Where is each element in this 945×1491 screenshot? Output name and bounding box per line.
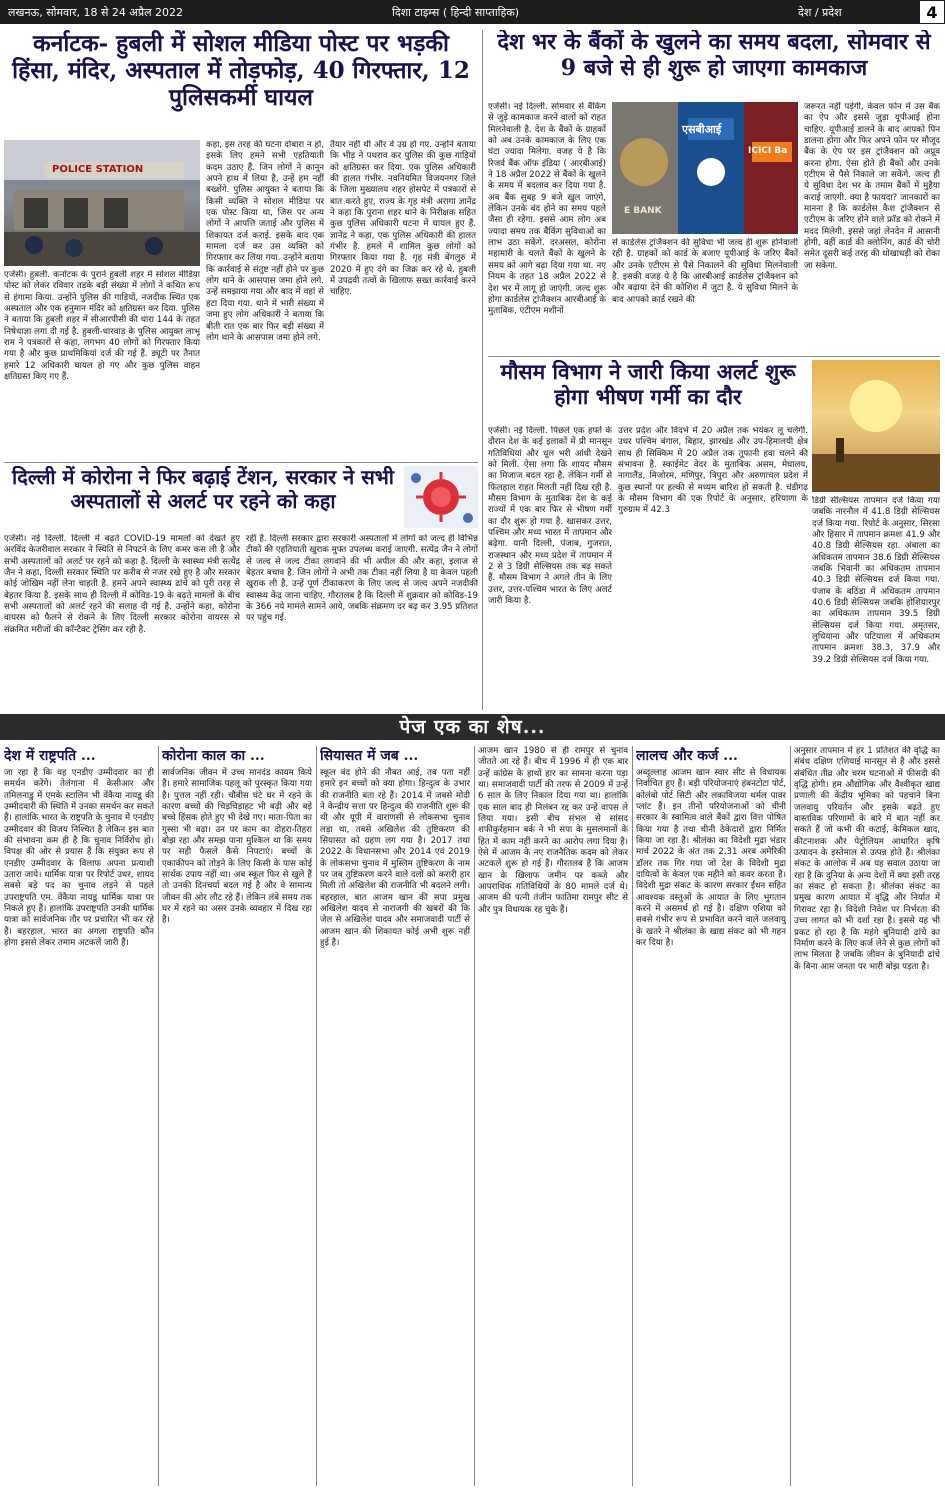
karnataka-col-3 — [330, 140, 476, 458]
rule-banks-heat — [488, 356, 940, 357]
banks-col-1 — [488, 102, 606, 352]
heat-headline-block — [488, 360, 808, 422]
politics-title: सियासत में जब ... — [320, 748, 419, 764]
covid-col-2 — [246, 534, 478, 710]
cont-col-3 — [320, 746, 470, 1486]
banks-text-2: से कार्डलेस ट्रांजैक्शन की सुविधा भी जल्द ही शुरू होनेवाली रही है. ग्राहकों को कार्ड के बजाए यूपीआई के जरिए बैंकों और उनके एटीएम से पैसे निकालने की सुविधा मिलनेवाली है. इसकी वजह ये है कि आरबीआई कार्डलेस ट्रांजैक्शन को और बढ़ाया देने की कोशिश में जुटा है. ये सुविधा मिलने के बाद आपको कार्ड रखने की — [612, 238, 798, 305]
police-station-sign: POLICE STATION — [52, 164, 144, 175]
continued-band: पेज एक का शेष... — [0, 714, 945, 740]
heat-headline: मौसम विभाग ने जारी किया अलर्ट शुरू होगा भीषण गर्मी का दौर — [500, 360, 796, 409]
cont-col-1 — [4, 746, 154, 1486]
sbi-label: एसबीआई — [682, 123, 722, 136]
president-text: जा रहा है कि वह एनडीए उम्मीदवार का ही समर्थन करेंगे। तेलंगाना में केसीआर और तमिलनाडु में एमके स्टालिन भी वेंकैया नायडू की उम्मीदवारी की स्थिति में उनका समर्थन कर सकते हैं। हालांकि भारत के राष्ट्रपति के चुनाव में एनडीए उम्मीदवार की विजय निश्चित है लेकिन इस बात की संभावना कम ही है कि चुनाव निर्विरोध हो। विपक्ष की ओर से प्रयास हैं कि संयुक्त रूप से एनडीए उम्मीदवार के विलाफ अपना प्रत्याशी उतारा जाये। धार्मिक यात्रा पर रिपोर्ट उधर, शायद सबसे बड़े पद का चुनाव लड़ने से पहले उपराष्ट्रपति एम. वेंकैया नायडू धार्मिक यात्रा पर निकले हुए हैं। हालांकि उपराष्ट्रपति उनकी धार्मिक यात्रा को सार्वजनिक तौर पर प्रचारित भी कर रहे हैं। बहरहाल, भारत का अगला राष्ट्रपति कौन होगा इससे लेकर तमाम अटकलें जारी हैं। — [4, 768, 154, 949]
cont-col-2 — [162, 746, 312, 1486]
covid-headline: दिल्ली में कोरोना ने फिर बढ़ाई टेंशन, सरकार ने सभी अस्पतालों से अलर्ट पर रहने को कहा — [12, 466, 394, 513]
banks-col-3 — [804, 102, 940, 352]
heat-text-1: एजेंसी। नई दिल्ली. पिछले एक हफ्ते के दौरान देश के कई इलाकों में प्री मानसून गतिविधियां और धूल भरी आंधी देखने को मिली. ऐसा लगा कि शायद मौसम का मिजाज बदल रहा है. लेकिन गर्मी से फिलहाल राहत मिलती नहीं दिख रही है. मौसम विभाग के मुताबिक देश के कई राज्यों में एक बार फिर से भीषण गर्मी का दौर शुरू हो गया है. खासकर उत्तर, पश्चिम और मध्य भारत में तापमान और बढ़ेगा. यानी दिल्ली, पंजाब, गुजरात, राजस्थान और मध्य प्रदेश में तापमान में 2 से 3 डिग्री सेल्सियस तक बढ़ सकते हैं. मौसम विभाग ने अगले तीन के लिए उत्तर, उत्तर-पश्चिम भारत के लिए अलर्ट जारी किया है. — [488, 426, 612, 607]
right-text: अनुसार तापमान में हर 1 प्रतिशत की वृद्धि का संबंध दक्षिण एशियाई मानसून से है और इससे संबंधित तीव्र और चरम घटनाओं में फीसदी की वृद्धि होगी। हम औद्योगिक और वैश्वीकृत खाद्य प्रणाली की केंद्रीय भूमिका को पहचाने बिना जलवायु परिवर्तन और इसके बढ़ते हुए वास्तविक परिणामों के बारे में बात नहीं कर सकते हैं जो कभी की कटाई, केमिकल खाद, कीटनाशक और पेट्रोलियम आधारित कृषि उत्पादन के इस्तेमाल से उत्पन्न होते हैं। श्रीलंका संकट के आलोक में अब यह सवाल उठाया जा रहा है कि दुनिया के अन्य देशों में क्या इसी तरह का संकट हो सकता है। श्रीलंका संकट का प्रमुख कारण आयात में वृद्धि और निर्यात में गिरावट रहा है। विदेशी निवेश पर निर्भरता की उच्च लागत को भी दर्शा रहा है। इससे यह भी प्रकट हो रहा है कि महंगे बुनियादी ढांचे का निर्माण करने के लिए कर्ज लेने से कुछ लोगों को लाभ मिलता है जबकि जीवन के बुनियादी ढांचे के बिना आम जनता पर भारी बोझ पड़ता है। — [794, 746, 940, 972]
cont-rule-5 — [790, 746, 791, 1486]
rule-karnataka-covid — [4, 462, 478, 463]
police-station-image — [4, 140, 200, 266]
heat-col-2 — [618, 426, 808, 710]
heat-text-3: डिग्री सेल्सियस तापमान दर्ज किया गया जबकि नारनौल में 41.8 डिग्री सेल्सियस दर्ज किया गया. रिपोर्ट के अनुसार, सिरसा और हिसार में तापमान क्रमशः 41.9 और 40.8 डिग्री सेल्सियस रहा. अंबाला का अधिकतम तापमान 38.6 डिग्री सेल्सियस जबकि भिवानी का अधिकतम तापमान 40.3 डिग्री सेल्सियस दर्ज किया गया. पंजाब के बठिंडा में अधिकतम तापमान 40.6 डिग्री सेल्सियस जबकि होशियारपुर का अधिकतम तापमान 39.5 डिग्री सेल्सियस दर्ज किया गया. अमृतसर, लुधियाना और पटियाला में अधिकतम तापमान क्रमशः 38.3, 37.9 और 39.2 डिग्री सेल्सियस दर्ज किया गया. — [812, 496, 940, 665]
cont-rule-3 — [474, 746, 475, 1486]
masthead-bar — [0, 0, 945, 24]
heat-photo — [812, 360, 940, 492]
section-name: देश / प्रदेश — [798, 6, 842, 19]
heat-text-2: उत्तर प्रदेश और विदर्भ में 20 अप्रैल तक भयंकर लू चलेगी. उधर पश्चिम बंगाल, बिहार, झारखंड और उप-हिमालयी क्षेत्र साथ ही सिक्किम में 20 अप्रैल तक तूफानी हवा चलने की संभावना है. स्काईमेट वेदर के मुताबिक असम, मेघालय, नागालैंड, मिजोरम, मणिपुर, त्रिपुरा और अरुणाचल प्रदेश में कुछ स्थानों पर हल्की से मध्यम बारिश हो सकती है. चंडीगढ़ के मौसम विभाग की एक रिपोर्ट के अनुसार, हरियाणा के गुरुग्राम में 42.3 — [618, 426, 808, 516]
covid-col-1 — [4, 534, 240, 710]
virus-icon — [404, 466, 478, 528]
sun-heat-image — [812, 360, 940, 492]
rbi-label: E BANK — [624, 206, 662, 216]
cont-col-6 — [794, 746, 940, 1486]
covid-text-2: रही है. दिल्ली सरकार द्वारा सरकारी अस्पतालों में लोगों को जल्द ही विभिन्न टीकों की एहतियाती खुराक मुफ्त उपलब्ध कराई जाएगी. सत्येंद्र जैन ने लोगों से जल्द से जल्द टीका लगवाने की भी अपील की और कहा, इलाज से बेहतर बचाव है. जिन लोगों ने अभी तक टीका नहीं लिया है या केवल पहली खुराक ली है, उन्हें पूर्ण टीकाकरण के लिए जल्द से जल्द अपने नजदीकी स्वास्थ्य केंद्र जाना चाहिए. गौरतलब है कि दिल्ली में शुक्रवार को कोविड-19 के 366 नये मामले सामने आये, जबकि संक्रमण दर बढ़ कर 3.95 प्रतिशत पर पहुंच गई. — [246, 534, 478, 624]
karnataka-headline-block — [6, 30, 476, 134]
corona-title: कोरोना काल का ... — [162, 748, 265, 764]
corona-text: सार्वजनिक जीवन में उच्च मानदंड कायम किये हैं। हमारे सामाजिक पहलू को पुरस्कृत किया गया है। पुत्तल नहीं रही। चौबीस घंटे घर में रहने के कारण बच्चों की चिड़चिड़ाहट भी बढ़ी और बड़े बच्चे हिंसक होते हुए भी देखे गए। माता-पिता का गुस्सा भी बढ़ा। उन पर काम का दोहरा-तिहरा बोझ रहा और समझ पाना मुश्किल था कि समय पर सही फैसले कैसे निपटाएं। बच्चों के एकाकीपन को तोड़ने के लिए किसी के पास कोई सार्थक उपाय नहीं था। अब स्कूल फिर से खुले हैं तो उनकी दिनचर्या बदल गई है और वे सामान्य जीवन की ओर लौट रहे हैं। लेकिन लंबे समय तक घर में रहने का असर उनके व्यवहार में दिख रहा है। — [162, 768, 312, 926]
banks-text-1: एजेंसी। नई दिल्ली. सोमवार से बैंकिंग से जुड़े कामकाज करने वालों को राहत मिलनेवाली है. देश के बैंकों के ग्राहकों को अब उनके कामकाज के लिए एक घंटा ज्यादा मिलेगा. वजह ये है कि रिजर्व बैंक ऑफ इंडिया ( आरबीआई) ने 18 अप्रैल 2022 से बैंकों के खुलने के समय में बदलाव कर दिया गया है. अब बैंक सुबह 9 बजे खुल जाएंगे, लेकिन उनके बंद होने का समय पहले जैसा ही रहेगा. इससे आम लोग अब ज्यादा समय तक बैंकिंग सुविधाओं का लाभ उठा सकेंगे. दरअसल, कोरोना महामारी के चलते बैंकों के खुलने के समय को आगे बढ़ा दिया गया था. नए नियम के तहत 18 अप्रैल 2022 से देश भर में लागू हो जाएंगी. जल्द शुरू होगा कार्डलेस ट्रांजैक्शन आरबीआई के मुताबिक, एटीएम मशीनों — [488, 102, 606, 317]
lalach-title: लालच और कर्ज ... — [636, 748, 738, 764]
karnataka-headline: कर्नाटक- हुबली में सोशल मीडिया पोस्ट पर भड़की हिंसा, मंदिर, अस्पताल में तोड़फोड़, 40 गिरफ्तार, 12 पुलिसकर्मी घायल — [12, 30, 470, 112]
column-rule — [482, 30, 483, 710]
karnataka-text-3: तैयार नहीं थी और वे उग्र हो गए. उन्होंने बताया कि भीड़ ने पथराव कर पुलिस की कुछ गाड़ियों को क्षतिग्रस्त कर दिया. एक पुलिस अधिकारी की हालत गंभीर. नवनियमित विजयनगर जिले के जिला मुख्यालय शहर होसपेट में पत्रकारों से बात करते हुए, राज्य के गृह मंत्री अरागा ज्ञानेंद्र ने कहा कि पुराना शहर थाने के निरीक्षक सहित कुछ पुलिस अधिकारी घटना में घायल हुए हैं. ज्ञानेंद्र ने कहा, एक पुलिस अधिकारी की हालत गंभीर है. हमले में शामिल कुछ लोगों को गिरफ्तार किया गया है. गृह मंत्री बेंगलुरु में 2020 में हुए दंगे का जिक्र कर रहे थे. हुबली में उपद्रवी तत्वों के खिलाफ सख्त कार्रवाई करने चाहिए. — [330, 140, 476, 298]
covid-headline-block — [6, 466, 400, 530]
heat-col-1 — [488, 426, 612, 710]
azam-text: आजम खान 1980 से ही रामपुर से चुनाव जीतते आ रहे हैं। बीच में 1996 में ही एक बार उन्हें कांग्रेस के हाथों हार का सामना करना पड़ा था। समाजवादी पार्टी की तरफ से 2009 में उन्हें 6 साल के लिए निकाल दिया गया था। हालांकि एक साल बाद ही निलंबन रद्द कर उन्हें वापस ले लिया गया। इसी बीच संभल से सांसद शफीकुर्रहमान बर्क ने भी सपा के मुसलमानों के हित में काम नहीं करने का आरोप लगा दिया है। ऐसे में आजम के नए राजनैतिक कदम को लेकर अटकलें शुरू हो गई हैं। गौरतलब है कि आजम खान के खिलाफ जमीन पर कब्जे और आपराधिक गतिविधियों के 80 मामले दर्ज थे। आजम की पत्नी तंजीन फातिमा रामपुर सीट से और पुत्र विधायक रह चुके हैं। — [478, 746, 628, 915]
banks-headline: देश भर के बैंकों के खुलने का समय बदला, सोमवार से 9 बजे से ही शुरू हो जाएगा कामकाज — [497, 30, 931, 81]
dateline: लखनऊ, सोमवार, 18 से 24 अप्रैल 2022 — [8, 6, 184, 19]
karnataka-col-2 — [206, 140, 324, 458]
politics-text: स्कूल बंद होने की नौबत आई, तब पता नहीं हमारे इन बच्चों को क्या होगा। हिन्दुत्व के उभार की राजनीति बता रहे हैं। 2014 में जबसे मोदी ने केन्द्रीय सत्ता पर हिन्दुत्व की राजनीति शुरू की थी और यूपी में वाराणसी से लोकसभा चुनाव लड़ा था, तबसे अखिलेश की तुष्टिकरण की सियासत को ग्रहण लग गया है। 2017 तथा 2022 के विधानसभा और 2014 एवं 2019 के लोकसभा चुनाव में मुस्लिम तुष्टिकरण के नाम पर जब तुष्टिकरण करने वाले दलों को करारी हार मिली तो अखिलेश की राजनीति भी बदलने लगी। बहरहाल, बात आजम खान की सपा प्रमुख अखिलेश यादव से नाराजगी की खबरों की कि जेल से अखिलेश यादव और समाजवादी पार्टी से आजम खान की शिकायत कोई अभी शुरू नहीं हुई है। — [320, 768, 470, 949]
banks-text-3: जरूरत नहीं पड़ेगी, केवल फोन में उस बैंक का ऐप और इससे जुड़ा यूपीआई होना चाहिए. यूपीआई डालने के बाद आपको पिन डालना होगा और फिर अपने फोन पर मौजूद बैंक के ऐप पर इस ट्रांजैक्शन को अप्रूव करना होगा. ऐसा होते ही बैंकों और उनके एटीएम से पैसे निकाले जा सकेंगे. जल्द ही ये सुविधा देश भर के तमाम बैंकों में मुहैया कराई जाएगी. क्या है फायदा? जानकारों का मानना है कि कार्डलेस कैश ट्रांजैक्शन से एटीएम के जरिए होने वाले फ्रॉड को रोकने में मदद मिलेगी. इससे जहां लेनदेन में आसानी होगी, वहीं कार्ड की क्लोनिंग, कार्ड की चोरी समेत दूसरी कई तरह की धोखाधड़ी को रोका जा सकेगा. — [804, 102, 940, 271]
cont-rule-1 — [158, 746, 159, 1486]
president-title: देश में राष्ट्रपति ... — [4, 748, 96, 764]
banks-col-2 — [612, 238, 798, 352]
banks-headline-block — [488, 30, 940, 98]
heat-col-3 — [812, 496, 940, 710]
lalach-text: अब्दुल्लाह आजम खान स्वार सीट से विधायक निर्वाचित हुए हैं। बड़ी परियोजनाएं हंबनटोटा पोर्ट, कोलंबो पोर्ट सिटी और लकाविजया थर्मल पावर प्लांट हैं। इन तीनों परियोजनाओं को चीनी सरकार के स्वामित्व वाले बैंकों द्वारा वित्त पोषित किया गया है तथा चीनी ठेकेदारों द्वारा निर्मित किया जा रहा है। श्रीलंका का विदेशी मुद्रा भंडार मार्च 2022 के अंत तक 2.31 अरब अमेरिकी डॉलर तक गिर गया जो देश के विदेशी मुद्रा दायित्वों के केवल एक महीने को कवर करता है। विदेशी मुद्रा संकट के कारण सरकार ईंधन सहित आवश्यक वस्तुओं के आयात के लिए भुगतान करने में असमर्थ हो गई है। दक्षिण एशिया को सबसे गंभीर रूप से प्रभावित करने वाले जलवायु के खतरे ने श्रीलंका के खाद्य संकट को भी गहन कर दिया है। — [636, 768, 786, 949]
covid-text-1: एजेंसी। नई दिल्ली. दिल्ली में बढ़ते COVID-19 मामलों को देखते हुए अरविंद केजरीवाल सरकार ने स्थिति से निपटने के लिए कमर कस ली है और सभी अस्पतालों को अलर्ट पर रहने को कहा है. दिल्ली के स्वास्थ्य मंत्री सत्येंद्र जैन ने कहा, दिल्ली सरकार स्थिति पर करीब से नजर रखे हुए है और सरकार कोई जोखिम नहीं लेना चाहती है. हमने अपने स्वास्थ्य ढांचे को पूरी तरह से बेहतर किया है. इसके साथ ही दिल्ली में कोविड-19 के बढ़ते मामलों के बीच सभी अस्पतालों को अलर्ट रहने की सलाह दी गई है. उन्होंने कहा, कोरोना वायरस को फैलने से रोकने के लिए दिल्ली सरकार कोरोना वायरस से संक्रमित मरीजों की कॉन्टैक्ट ट्रेसिंग कर रही है. — [4, 534, 240, 635]
karnataka-col-1 — [4, 270, 200, 456]
cont-rule-4 — [632, 746, 633, 1486]
page-number: 4 — [919, 0, 945, 24]
karnataka-text-2: कहा, इस तरह की घटना दोबारा न हो, इसके लिए हमने सभी एहतियाती कदम उठाए हैं. जिन लोगों ने कानून अपने हाथ में लिया है, उन्हें हम नहीं बख्शेंगे. पुलिस आयुक्त ने बताया कि किसी व्यक्ति ने सोशल मीडिया पर एक पोस्ट किया था, जिस पर अन्य लोगों ने आपत्ति जताई और पुलिस में शिकायत दर्ज कराई. इसके बाद एक मामला दर्ज कर उस व्यक्ति को गिरफ्तार कर लिया गया. उन्होंने बताया कि कार्रवाई से संतुष्ट नहीं होने पर कुछ लोग थाने के आसपास जमा होने लगे. उन्हें समझाया गया और बाद में वहां से हटा दिया गया. थाने में भारी संख्या में जमा हुए लोग अधिकारी ने बताया कि बीती रात एक बार फिर बड़ी संख्या में लोग थाने के आसपास जमा होने लगे. — [206, 140, 324, 343]
icici-label: ICICI Ba — [748, 146, 788, 156]
cont-rule-2 — [316, 746, 317, 1486]
karnataka-text-1: एजेंसी। हुबली. कर्नाटक के पुराने हुबली शहर में सोशल मीडिया पोस्ट को लेकर रविवार तड़के बड़ी संख्या में लोगों ने कथित रूप से हंगामा किया. उन्होंने पुलिस की गाड़ियों, नजदीक स्थित एक अस्पताल और एक हनुमान मंदिर को क्षतिग्रस्त कर दिया. पुलिस ने बताया कि हुबली शहर में सीआरपीसी की धारा 144 के तहत निषेधाज्ञा लगा दी गई है. हुबली-धारवाड़ के पुलिस आयुक्त लाभू राम ने पत्रकारों से कहा, लगभग 40 लोगों को गिरफ्तार किया गया है और कुछ प्राथमिकियां दर्ज की गई हैं. ड्यूटी पर तैनात हमारे 12 अधिकारी घायल हो गए और कुछ पुलिस वाहन क्षतिग्रस्त किए गए हैं. — [4, 270, 200, 383]
karnataka-photo — [4, 140, 200, 266]
covid-virus-image — [404, 466, 478, 528]
cont-col-5 — [636, 746, 786, 1486]
cont-col-4 — [478, 746, 628, 1486]
banks-photo — [612, 102, 798, 234]
paper-name: दिशा टाइम्स ( हिन्दी साप्ताहिक) — [392, 6, 520, 19]
